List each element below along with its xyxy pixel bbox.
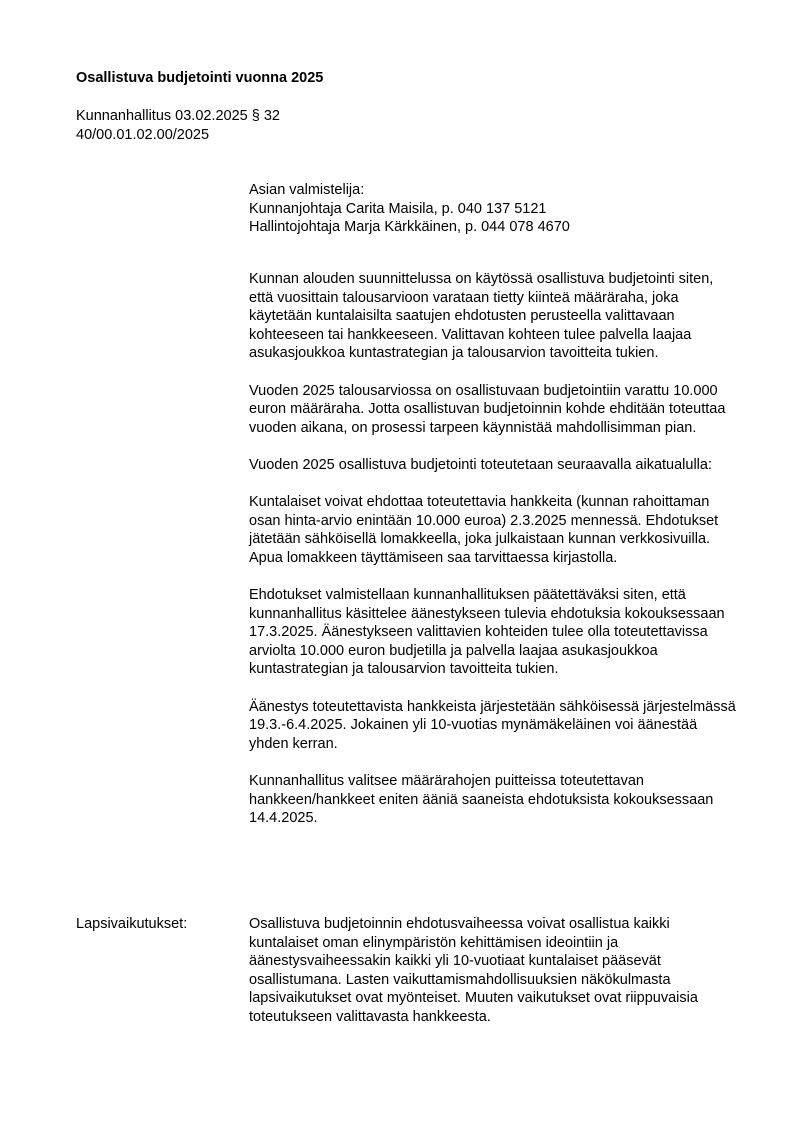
record-number: 40/00.01.02.00/2025: [76, 126, 210, 143]
meeting-info: [76, 107, 280, 144]
preparer-heading: Asian valmistelija:: [249, 182, 365, 198]
body-paragraph: Äänestys toteutettavista hankkeista järjestetään sähköisessä järjestelmässä 19.3.-6.4.2025. Jokainen yli 10-vuotias mynämäkeläinen voi äänestää yhden kerran.: [249, 698, 736, 752]
document-title: Osallistuva budjetointi vuonna 2025: [76, 70, 324, 86]
document-body: [249, 270, 739, 846]
body-paragraph: Vuoden 2025 osallistuva budjetointi toteutetaan seuraavalla aikatualulla:: [249, 456, 712, 473]
body-paragraph: Vuoden 2025 talousarviossa on osallistuvaan budjetointiin varattu 10.000 euron määräraha. Jotta osallistuvan budjetoinnin kohde ehditään toteuttaa vuoden aikana, on prosessi tarpeen käynnistää mahdollisimman pian.: [249, 382, 726, 436]
child-impacts-text: Osallistuva budjetoinnin ehdotusvaiheessa voivat osallistua kaikki kuntalaiset oman elinympäristön kehittämisen ideointiin ja äänestysvaiheessakin kaikki yli 10-vuotiaat kuntalaiset pääsevät osallistumana. Lasten vaikuttamismahdollisuuksien näkökulmasta lapsivaikutukset ovat myönteiset. Muuten vaikutukset ovat riippuvaisia toteutukseen valittavasta hankkeesta.: [249, 916, 698, 1025]
meeting-line: Kunnanhallitus 03.02.2025 § 32: [76, 108, 280, 124]
child-impacts-label: Lapsivaikutukset:: [76, 916, 188, 932]
body-paragraph: Ehdotukset valmistellaan kunnanhallituksen päätettäväksi siten, että kunnanhallitus käsittelee äänestykseen tulevia ehdotuksia kokouksessaan 17.3.2025. Äänestykseen valittavien kohteiden tulee olla toteutettavissa arviolta 10.000 euron budjetilla ja palvella laajaa asukasjoukkoa kuntastrategian ja talousarvion tavoitteita tukien.: [249, 587, 725, 678]
child-impacts-section: [249, 915, 739, 1027]
preparer-line: Hallintojohtaja Marja Kärkkäinen, p. 044 078 4670: [249, 219, 570, 236]
preparer-line: Kunnanjohtaja Carita Maisila, p. 040 137 5121: [249, 200, 547, 217]
body-paragraph: Kuntalaiset voivat ehdottaa toteutettavia hankkeita (kunnan rahoittaman osan hinta-arvio enintään 10.000 euroa) 2.3.2025 mennessä. Ehdotukset jätetään sähköisellä lomakkeella, joka julkaistaan kunnan verkkosivuilla. Apua lomakkeen täyttämiseen saa tarvittaessa kirjastolla.: [249, 494, 719, 566]
body-paragraph: Kunnanhallitus valitsee määrärahojen puitteissa toteutettavan hankkeen/hankkeet eniten ääniä saaneista ehdotuksista kokouksessaan 14.4.2025.: [249, 773, 714, 827]
body-paragraph: Kunnan alouden suunnittelussa on käytössä osallistuva budjetointi siten, että vuosittain talousarvioon varataan tietty kiinteä määräraha, joka käytetään kuntalaisilta saatujen ehdotusten perusteella valittavaan kohteeseen tai hankkeeseen. Valittavan kohteen tulee palvella laajaa asukasjoukkoa kuntastrategian ja talousarvion tavoitteita tukien.: [249, 271, 714, 362]
preparer-block: [249, 181, 570, 237]
